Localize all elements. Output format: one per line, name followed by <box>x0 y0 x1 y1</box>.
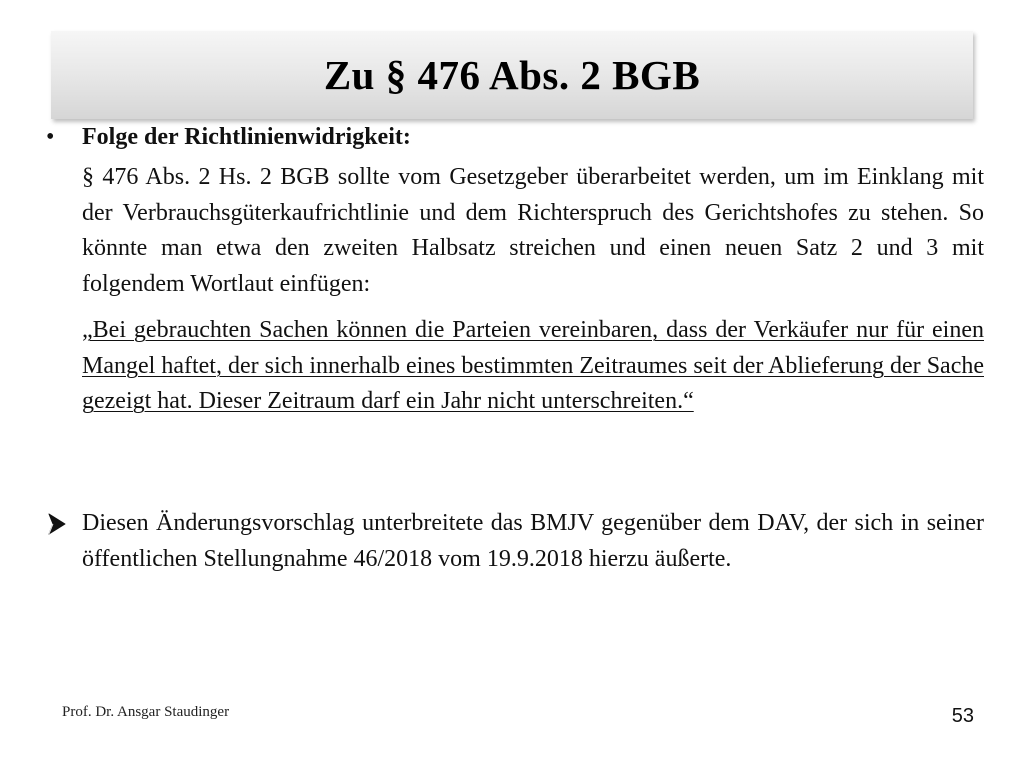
bullet-dot-icon: • <box>46 124 55 150</box>
arrow-bullet-icon <box>46 506 68 542</box>
slide-title: Zu § 476 Abs. 2 BGB <box>323 52 701 98</box>
body-paragraph: § 476 Abs. 2 Hs. 2 BGB sollte vom Gesetzgeber überarbeitet werden, um im Einklang mit der Verbrauchsgüterkaufrichtlinie und dem Richterspruch des Gerichtshofes zu stehen. So könnte man etwa den zweiten Halbsatz streichen und einen neuen Satz 2 und 3 mit folgendem Wortlaut einfügen: <box>82 164 984 297</box>
title-bar <box>51 31 973 119</box>
proposal-paragraph: Diesen Änderungsvorschlag unterbreitete das BMJV gegenüber dem DAV, der sich in seiner öffentlichen Stellungnahme 46/2018 vom 19.9.2018 hierzu äußerte. <box>82 510 984 572</box>
section-heading: Folge der Richtlinienwidrigkeit: <box>82 124 411 150</box>
page-number: 53 <box>951 705 974 727</box>
footer-author: Prof. Dr. Ansgar Staudinger <box>62 704 230 720</box>
proposed-wording-quote: „Bei gebrauchten Sachen können die Parteien vereinbaren, dass der Verkäufer nur für einen Mangel haftet, der sich innerhalb eines bestimmten Zeitraumes seit der Ablieferung der Sache gezeigt hat. Dieser Zeitraum darf ein Jahr nicht unterschreiten.“ <box>82 317 984 414</box>
